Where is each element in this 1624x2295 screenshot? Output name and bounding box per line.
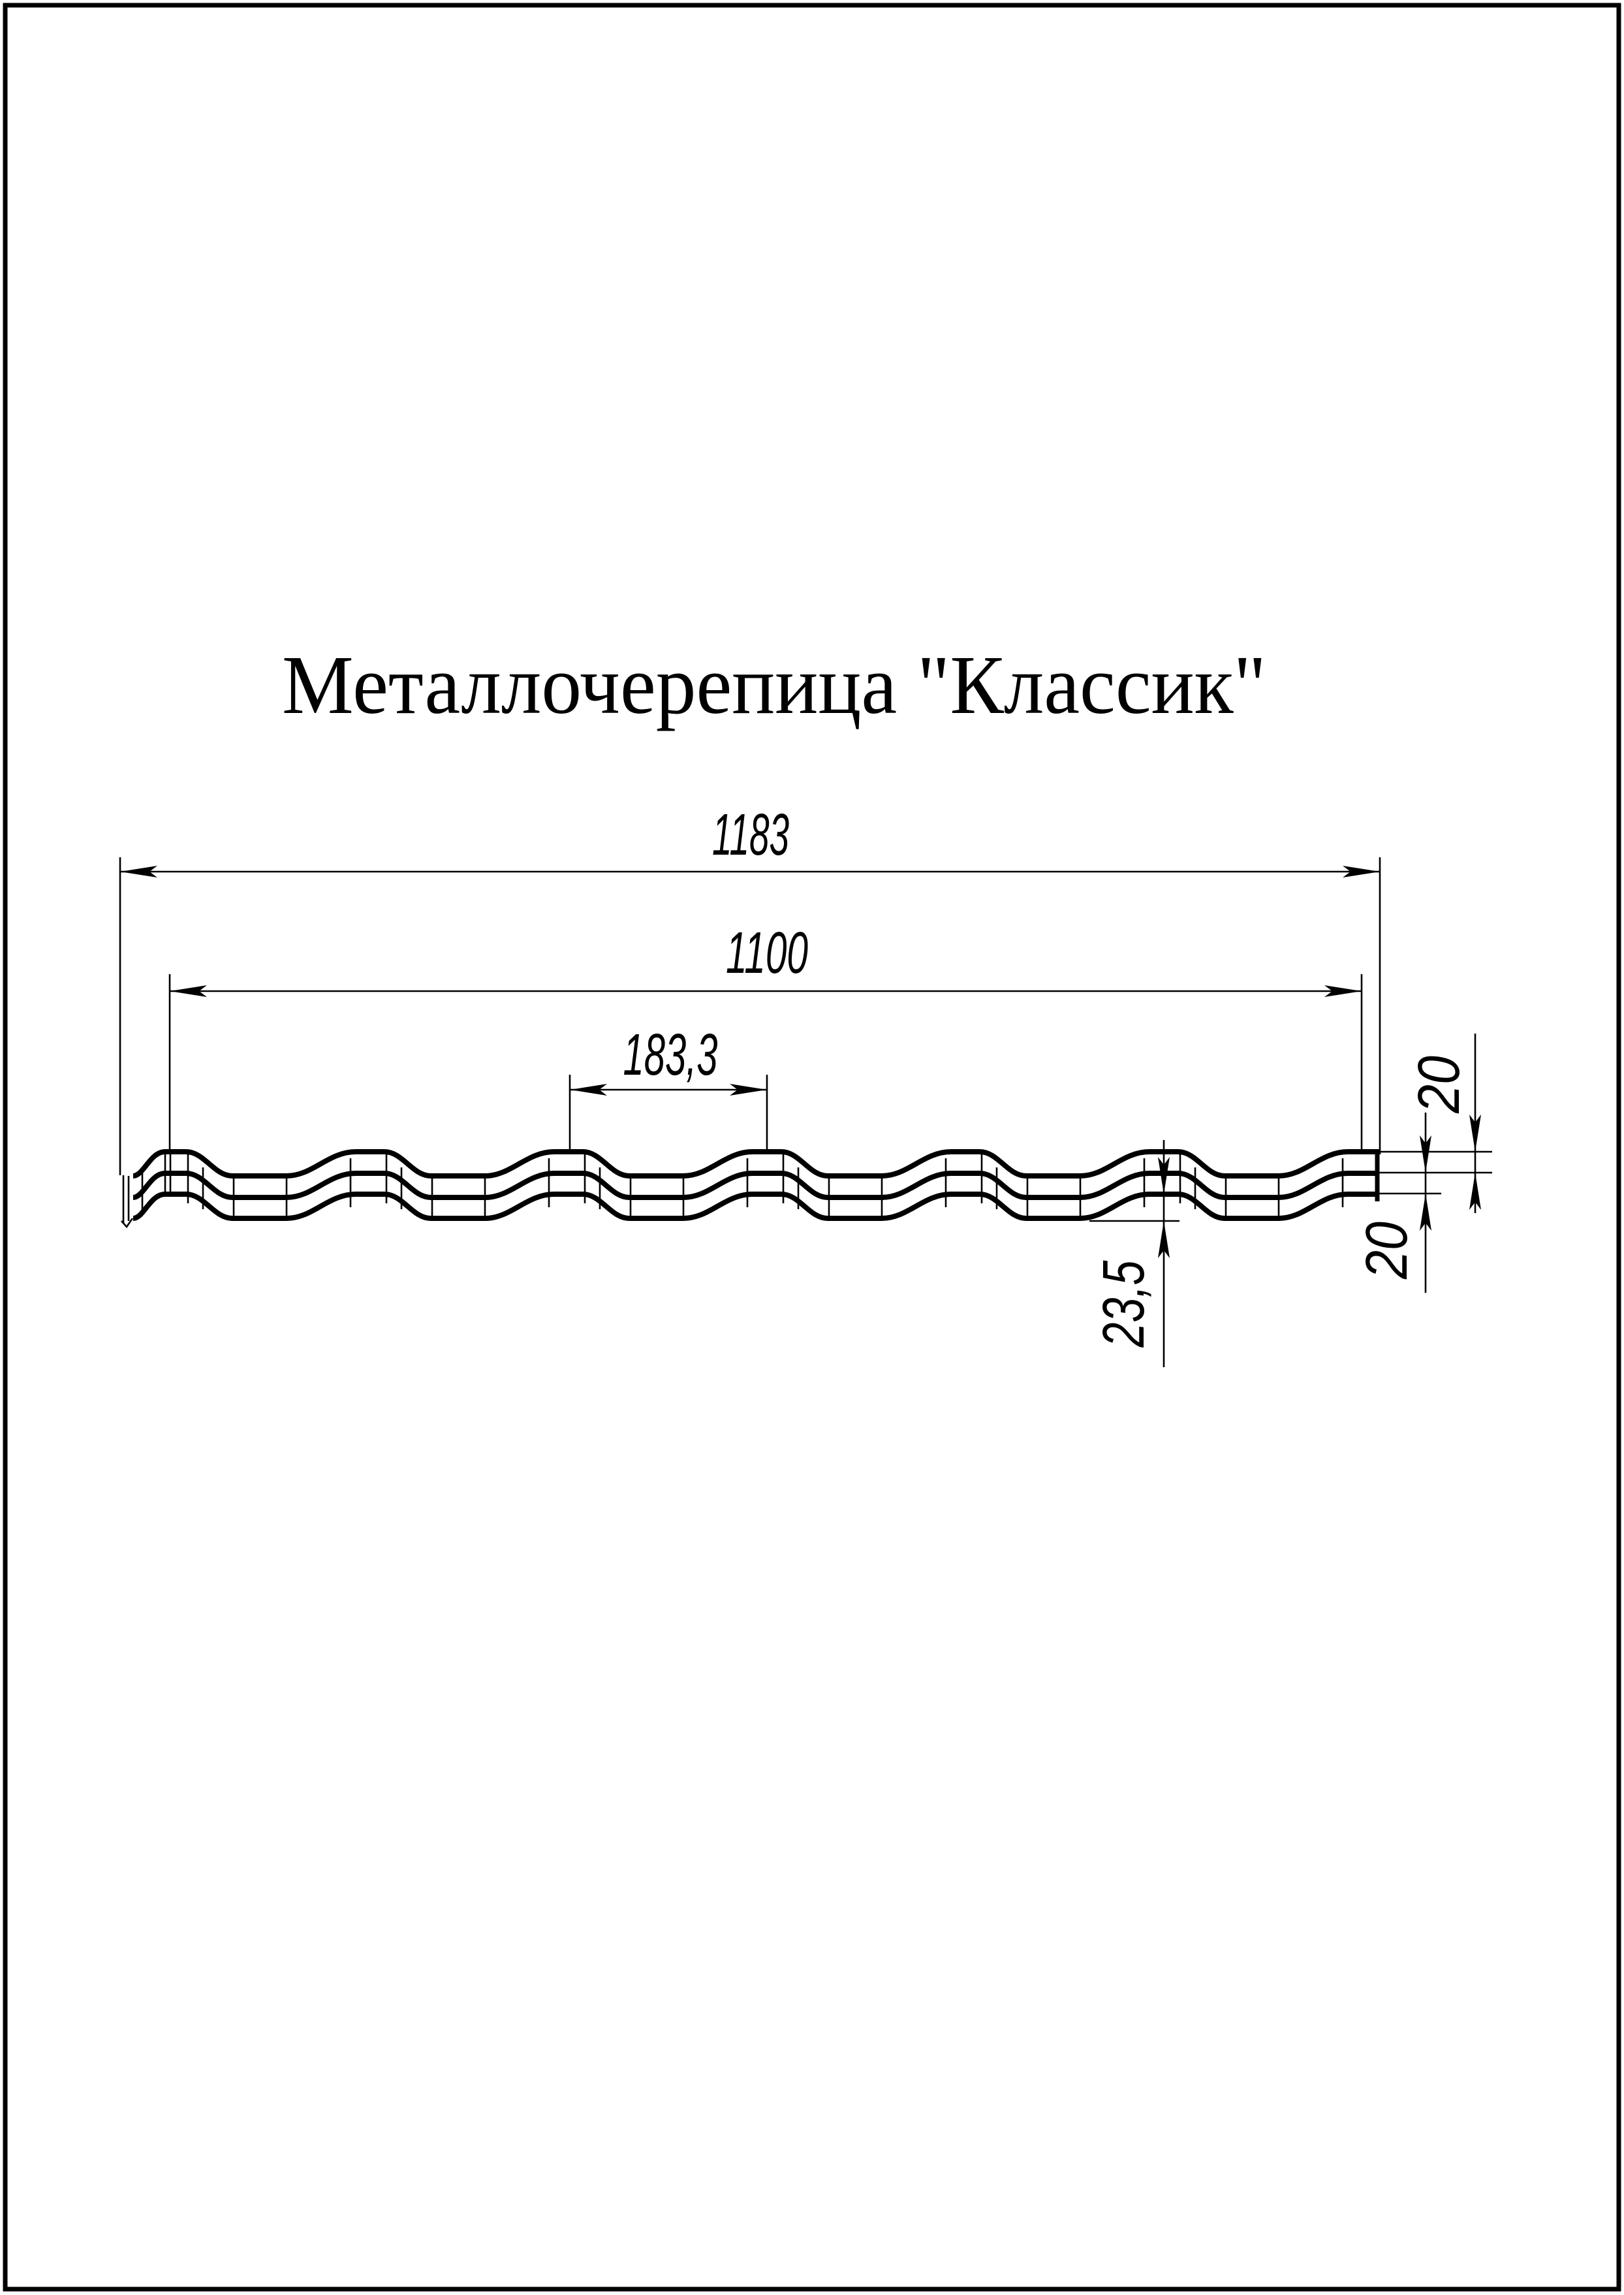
dimension-value: 20 [1354, 1213, 1420, 1279]
dimension-value: 20 [1407, 1047, 1472, 1113]
dimension-value: 1183 [712, 802, 789, 868]
dimension-value: 23,5 [1091, 1233, 1157, 1348]
dimension-working-width [170, 921, 1362, 1154]
dimension-value: 183,3 [623, 1022, 718, 1088]
dimension-overall-width [120, 802, 1380, 1175]
sheet-border [5, 5, 1619, 2289]
drawing-title: Металлочерепица "Классик" [282, 639, 1266, 731]
dimension-wave-pitch [570, 1022, 767, 1153]
tile-profile-section [121, 1152, 1379, 1227]
profile-bottom-surface [133, 1194, 1379, 1218]
dimension-value: 1100 [726, 921, 808, 986]
